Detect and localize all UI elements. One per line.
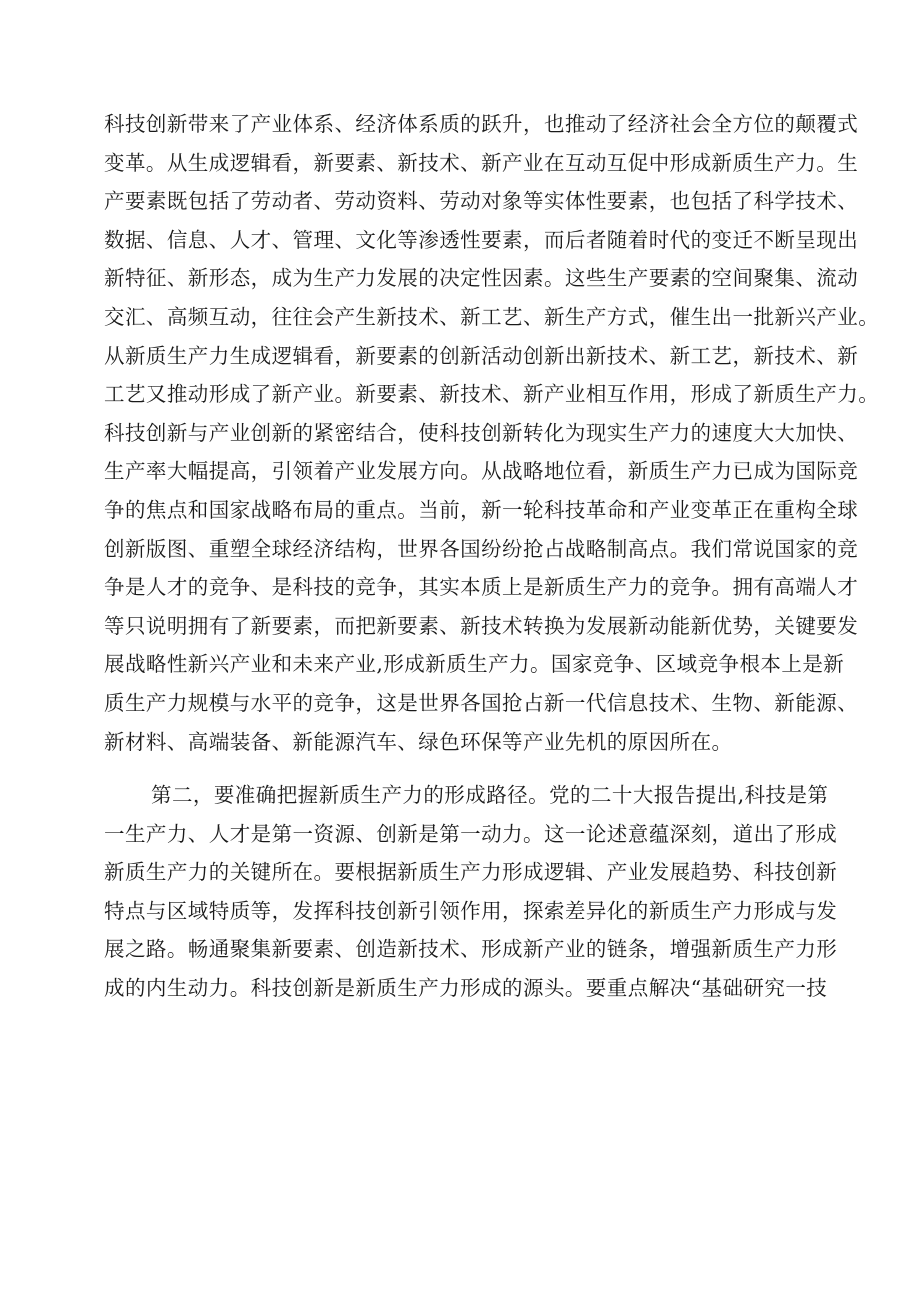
text-line: 新质生产力的关键所在。要根据新质生产力形成逻辑、产业发展趋势、科技创新 (104, 860, 838, 885)
text-line: 科技创新带来了产业体系、经济体系质的跃升，也推动了经济社会全方位的颠覆式 (104, 112, 859, 136)
text-line: 第二，要准确把握新质生产力的形成路径。党的二十大报告提出,科技是第 (151, 783, 829, 807)
text-line: 质生产力规模与水平的竞争，这是世界各国抢占新一代信息技术、生物、新能源、 (104, 691, 859, 715)
text-line: 特点与区域特质等，发挥科技创新引领作用，探索差异化的新质生产力形成与发 (104, 898, 838, 923)
text-line: 一生产力、人才是第一资源、创新是第一动力。这一论述意蕴深刻，道出了形成 (104, 821, 838, 846)
text-line: 科技创新与产业创新的紧密结合，使科技创新转化为现实生产力的速度大大加快、 (104, 420, 859, 445)
text-line: 工艺又推动形成了新产业。新要素、新技术、新产业相互作用，形成了新质生产力。 (104, 382, 880, 407)
text-line: 数据、信息、人才、管理、文化等渗透性要素，而后者随着时代的变迁不断呈现出 (104, 227, 859, 252)
text-line: 成的内生动力。科技创新是新质生产力形成的源头。要重点解决“基础研究一技 (104, 976, 828, 1000)
text-line: 争的焦点和国家战略布局的重点。当前，新一轮科技革命和产业变革正在重构全球 (104, 498, 859, 522)
text-line: 交汇、高频互动，往往会产生新技术、新工艺、新生产方式，催生出一批新兴产业。 (104, 305, 880, 329)
text-line: 展之路。畅通聚集新要素、创造新技术、形成新产业的链条，增强新质生产力形 (104, 937, 838, 962)
text-line: 新特征、新形态，成为生产力发展的决定性因素。这些生产要素的空间聚集、流动 (104, 266, 859, 291)
text-line: 从新质生产力生成逻辑看，新要素的创新活动创新出新技术、新工艺，新技术、新 (104, 343, 859, 368)
text-line: 生产率大幅提高，引领着产业发展方向。从战略地位看，新质生产力已成为国际竞 (104, 459, 859, 484)
text-line: 争是人才的竞争、是科技的竞争，其实本质上是新质生产力的竞争。拥有高端人才 (104, 575, 859, 600)
text-line: 产要素既包括了劳动者、劳动资料、劳动对象等实体性要素，也包括了科学技术、 (104, 189, 859, 214)
text-line: 展战略性新兴产业和未来产业,形成新质生产力。国家竞争、区域竞争根本上是新 (104, 652, 845, 677)
text-line: 创新版图、重塑全球经济结构，世界各国纷纷抢占战略制高点。我们常说国家的竞 (104, 536, 859, 561)
text-line: 变革。从生成逻辑看，新要素、新技术、新产业在互动互促中形成新质生产力。生 (104, 150, 859, 175)
text-line: 等只说明拥有了新要素，而把新要素、新技术转换为发展新动能新优势，关键要发 (104, 613, 859, 638)
text-line: 新材料、高端装备、新能源汽车、绿色环保等产业先机的原因所在。 (104, 729, 733, 754)
